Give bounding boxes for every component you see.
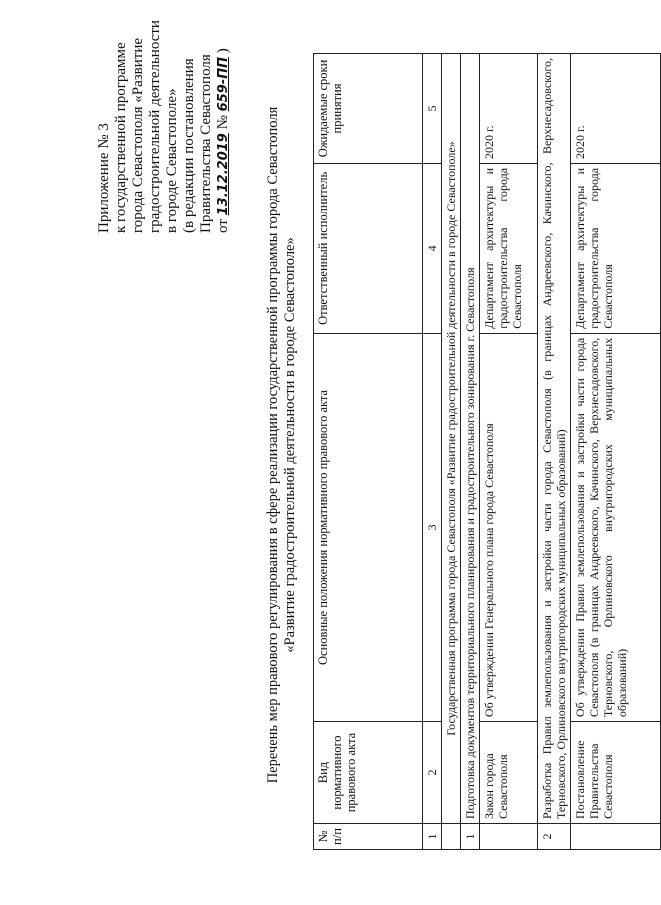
program-title: Государственная программа города Севастополя «Развитие градостроительной деятельности в городе Севастополе» <box>442 54 461 824</box>
section-2-title-row <box>538 54 571 850</box>
measures-table <box>313 53 661 850</box>
header-provisions: Основные положения нормативного правового акта <box>314 333 423 721</box>
section-1-title-row <box>461 54 480 850</box>
annex-date-line <box>215 33 232 233</box>
column-number: 4 <box>423 163 442 333</box>
program-row <box>442 54 461 850</box>
act-provisions: Об утверждении Правил землепользования и застройки части города Севастополя (в границах Андреевского, Качинского, Верхнесадовского, Терновского, Орлиновского внутригородских муниципальных образований) <box>571 333 661 721</box>
section-1-measure-row <box>480 54 538 850</box>
column-number: 3 <box>423 333 442 721</box>
column-number: 2 <box>423 722 442 824</box>
section-1-title: Подготовка документов территориального планирования и градостроительного зонирования г. Севастополя <box>461 54 480 824</box>
annex-line: градостроительной деятельности <box>147 20 163 233</box>
section-2-measure-row <box>571 54 661 850</box>
section-2-title: Разработка Правил землепользования и застройки части города Севастополя (в границах Андреевского, Качинского, Верхнесадовского, Терновского, Орлиновского внутригородских муниципальных образований) <box>538 54 571 824</box>
closing-paren: ) <box>215 48 231 54</box>
act-executor: Департамент архитектуры и градостроительства города Севастополя <box>480 163 538 333</box>
column-number: 5 <box>423 54 442 164</box>
annex-header <box>96 20 232 233</box>
column-number-row <box>423 54 442 850</box>
annex-line: в городе Севастополе» <box>164 88 180 233</box>
act-terms: 2020 г. <box>480 54 538 164</box>
annex-line: (в редакции постановления <box>181 58 197 233</box>
title-line-1: Перечень мер правового регулирования в сфере реализации государственной программы города Севастополя <box>265 106 281 784</box>
annex-line: города Севастополя «Развитие <box>130 37 146 233</box>
annex-line: к государственной программе <box>113 42 129 233</box>
handwritten-number: 659-ПП <box>216 57 231 112</box>
header-no: № п/п <box>314 824 423 850</box>
annex-line: Правительства Севастополя <box>198 54 214 233</box>
handwritten-date: 13.12.2019 <box>216 133 231 216</box>
number-prefix: № <box>215 115 231 130</box>
header-terms: Ожидаемые сроки принятия <box>314 54 423 164</box>
act-executor: Департамент архитектуры и градостроительства города Севастополя <box>571 163 661 333</box>
header-executor: Ответственный исполнитель <box>314 163 423 333</box>
act-terms: 2020 г. <box>571 54 661 164</box>
header-row <box>314 54 423 850</box>
section-2-number: 2 <box>538 824 571 850</box>
from-prefix: от <box>215 219 231 233</box>
section-1-number: 1 <box>461 824 480 850</box>
annex-line: Приложение № 3 <box>96 123 112 233</box>
act-type: Постановление Правительства Севастополя <box>571 722 661 824</box>
header-type: Вид нормативного правового акта <box>314 722 423 824</box>
column-number: 1 <box>423 824 442 850</box>
document-title <box>265 45 299 845</box>
act-provisions: Об утверждении Генерального плана города Севастополя <box>480 333 538 721</box>
act-type: Закон города Севастополя <box>480 722 538 824</box>
title-line-2: «Развитие градостроительной деятельности в городе Севастополе» <box>282 237 298 653</box>
